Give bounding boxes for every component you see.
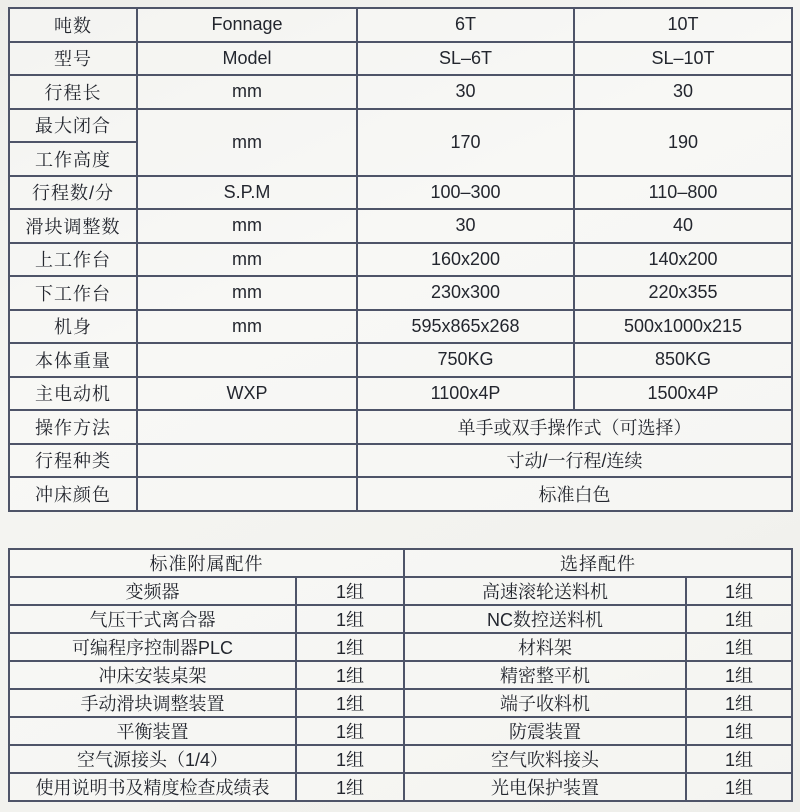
table-row [9,745,792,773]
spec-6t-cell: 100–300 [357,176,574,210]
spec-label-cell: 型号 [9,42,137,76]
spec-unit-cell [137,477,357,511]
acc-qty-cell: 1组 [296,577,404,605]
spec-6t-cell: 6T [357,8,574,42]
spec-label-cell: 机身 [9,310,137,344]
spec-unit-cell: Fonnage [137,8,357,42]
spec-merged-value-cell: 标准白色 [357,477,792,511]
spec-label-cell: 主电动机 [9,377,137,411]
spec-10t-cell: 500x1000x215 [574,310,792,344]
acc-qty-cell: 1组 [686,745,792,773]
table-row [9,377,792,411]
acc-name-cell: 可编程序控制器PLC [9,633,296,661]
spec-6t-cell: 30 [357,75,574,109]
table-row [9,717,792,745]
spec-10t-cell: SL–10T [574,42,792,76]
acc-name-cell: 端子收料机 [404,689,686,717]
acc-name-cell: 平衡装置 [9,717,296,745]
acc-name-cell: 高速滚轮送料机 [404,577,686,605]
acc-name-cell: 冲床安装桌架 [9,661,296,689]
table-row [9,577,792,605]
acc-qty-cell: 1组 [686,689,792,717]
acc-name-cell: NC数控送料机 [404,605,686,633]
acc-qty-cell: 1组 [296,661,404,689]
spec-unit-cell: WXP [137,377,357,411]
spec-label-cell: 滑块调整数 [9,209,137,243]
standard-accessories-header: 标准附属配件 [9,549,404,577]
acc-qty-cell: 1组 [296,745,404,773]
acc-qty-cell: 1组 [296,633,404,661]
spec-unit-cell: Model [137,42,357,76]
spec-label-cell: 行程数/分 [9,176,137,210]
spec-table [8,7,793,512]
spec-10t-cell: 190 [574,109,792,176]
acc-name-cell: 精密整平机 [404,661,686,689]
acc-qty-cell: 1组 [686,661,792,689]
table-row [9,477,792,511]
table-row [9,633,792,661]
spec-10t-cell: 10T [574,8,792,42]
spec-label-cell: 下工作台 [9,276,137,310]
table-row [9,176,792,210]
table-row [9,209,792,243]
table-row [9,276,792,310]
table-row [9,109,792,143]
accessories-table [8,548,793,802]
acc-qty-cell: 1组 [296,689,404,717]
spec-label-cell: 操作方法 [9,410,137,444]
acc-name-cell: 光电保护装置 [404,773,686,801]
acc-name-cell: 空气源接头（1/4） [9,745,296,773]
spec-unit-cell: mm [137,209,357,243]
spec-unit-cell: mm [137,310,357,344]
spec-unit-cell: S.P.M [137,176,357,210]
acc-qty-cell: 1组 [686,633,792,661]
acc-name-cell: 手动滑块调整装置 [9,689,296,717]
spec-unit-cell [137,410,357,444]
acc-qty-cell: 1组 [296,605,404,633]
spec-10t-cell: 850KG [574,343,792,377]
table-row [9,689,792,717]
acc-name-cell: 空气吹料接头 [404,745,686,773]
table-row [9,75,792,109]
spec-unit-cell: mm [137,75,357,109]
optional-accessories-header: 选择配件 [404,549,792,577]
spec-label-cell: 本体重量 [9,343,137,377]
table-row [9,410,792,444]
table-row [9,42,792,76]
acc-qty-cell: 1组 [686,773,792,801]
table-row [9,444,792,478]
spec-label-cell: 冲床颜色 [9,477,137,511]
spec-10t-cell: 110–800 [574,176,792,210]
acc-qty-cell: 1组 [686,605,792,633]
acc-name-cell: 气压干式离合器 [9,605,296,633]
spec-10t-cell: 30 [574,75,792,109]
spec-label-cell: 最大闭合 [9,109,137,143]
spec-merged-value-cell: 寸动/一行程/连续 [357,444,792,478]
table-row [9,661,792,689]
table-row [9,243,792,277]
spec-label-cell: 工作高度 [9,142,137,176]
table-row [9,310,792,344]
acc-name-cell: 材料架 [404,633,686,661]
spec-10t-cell: 40 [574,209,792,243]
table-row [9,605,792,633]
table-row [9,773,792,801]
spec-unit-cell [137,343,357,377]
spec-6t-cell: 750KG [357,343,574,377]
spec-6t-cell: 30 [357,209,574,243]
spec-label-cell: 吨数 [9,8,137,42]
spec-6t-cell: 595x865x268 [357,310,574,344]
spec-unit-cell: mm [137,243,357,277]
acc-qty-cell: 1组 [296,717,404,745]
table-row [9,549,792,577]
spec-6t-cell: 1100x4P [357,377,574,411]
spec-label-cell: 行程长 [9,75,137,109]
spec-10t-cell: 1500x4P [574,377,792,411]
table-row [9,343,792,377]
spec-label-cell: 上工作台 [9,243,137,277]
spec-6t-cell: 160x200 [357,243,574,277]
spec-6t-cell: SL–6T [357,42,574,76]
acc-qty-cell: 1组 [296,773,404,801]
acc-qty-cell: 1组 [686,577,792,605]
spec-unit-cell: mm [137,276,357,310]
spec-6t-cell: 170 [357,109,574,176]
spec-unit-cell: mm [137,109,357,176]
acc-name-cell: 使用说明书及精度检查成绩表 [9,773,296,801]
table-row [9,8,792,42]
spec-10t-cell: 140x200 [574,243,792,277]
acc-qty-cell: 1组 [686,717,792,745]
spec-label-cell: 行程种类 [9,444,137,478]
acc-name-cell: 变频器 [9,577,296,605]
spec-merged-value-cell: 单手或双手操作式（可选择） [357,410,792,444]
spec-10t-cell: 220x355 [574,276,792,310]
acc-name-cell: 防震装置 [404,717,686,745]
spec-6t-cell: 230x300 [357,276,574,310]
spec-unit-cell [137,444,357,478]
